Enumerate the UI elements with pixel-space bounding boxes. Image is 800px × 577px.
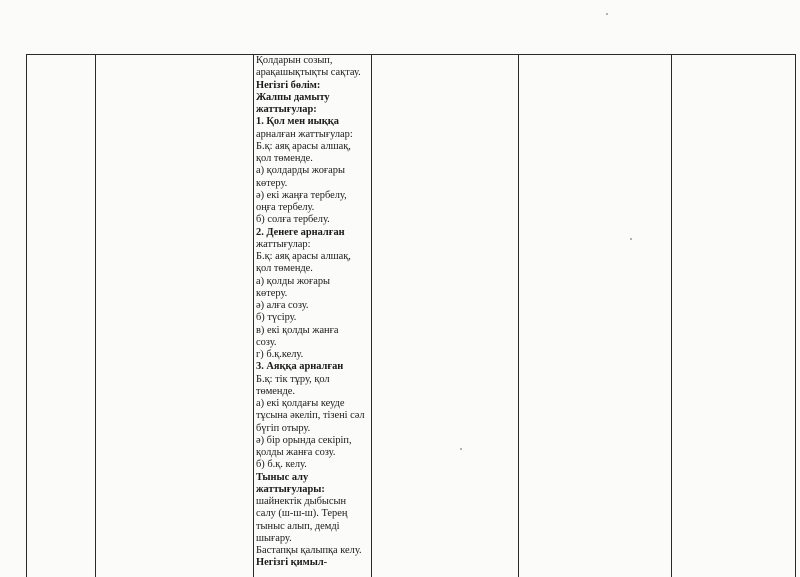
cell-text-line: 3. Аяққа арналған <box>256 361 344 373</box>
table-column-border <box>371 54 372 577</box>
cell-text-line: салу (ш-ш-ш). Терең <box>256 508 348 520</box>
scan-speck <box>606 13 608 15</box>
cell-text-line: созу. <box>256 336 277 348</box>
lesson-content-cell <box>256 55 370 570</box>
cell-text-line: а) қолдарды жоғары <box>256 165 345 177</box>
cell-text-line: Тыныс алу <box>256 471 309 483</box>
table-column-border <box>26 54 27 577</box>
table-column-border <box>671 54 672 577</box>
scan-speck <box>630 238 632 240</box>
cell-text-line: көтеру. <box>256 287 288 299</box>
cell-text-line: шығару. <box>256 532 292 544</box>
cell-text-line: 2. Денеге арналған <box>256 226 345 238</box>
cell-text-line: а) қолды жоғары <box>256 275 330 287</box>
cell-text-line: Б.қ: аяқ арасы алшақ, <box>256 140 351 152</box>
cell-text-line: қол төменде. <box>256 153 313 164</box>
cell-text-line: Жалпы дамыту <box>256 91 330 103</box>
table-column-border <box>795 54 796 577</box>
cell-text-line: қол төменде. <box>256 263 313 275</box>
cell-text-line: көтеру. <box>256 177 288 189</box>
cell-text-line: ә) алға созу. <box>256 300 309 311</box>
cell-text-line: в) екі қолды жанға <box>256 324 339 336</box>
cell-text-line: Б.қ: тік тұру, қол <box>256 373 330 385</box>
cell-text-line: тыныс алып, демді <box>256 520 340 532</box>
cell-text-line: Б.қ: аяқ арасы алшақ, <box>256 251 351 262</box>
cell-text-line: оңға тербелу. <box>256 202 315 213</box>
table-top-border <box>26 54 796 55</box>
cell-text-line: Негізгі бөлім: <box>256 79 321 91</box>
cell-text-line: арналған жаттығулар: <box>256 128 353 140</box>
table-column-border <box>518 54 519 577</box>
cell-text-line: шайнектік дыбысын <box>256 496 347 507</box>
cell-text-line: қолды жанға созу. <box>256 447 336 458</box>
cell-text-line: 1. Қол мен иыққа <box>256 116 339 128</box>
cell-text-line: төменде. <box>256 385 295 397</box>
cell-text-line: бүгіп отыру. <box>256 422 311 434</box>
cell-text-line: жаттығулары: <box>256 483 325 495</box>
cell-text-line: жаттығулар: <box>256 104 317 115</box>
cell-text-line: Қолдарын созып, <box>256 55 333 66</box>
scan-speck <box>460 448 462 450</box>
cell-text-line: Бастапқы қалыпқа келу. <box>256 545 362 556</box>
cell-text-line: г) б.қ.келу. <box>256 349 304 360</box>
table-column-border <box>253 54 254 577</box>
cell-text-line: жаттығулар: <box>256 238 311 250</box>
cell-text-line: Негізгі қимыл- <box>256 557 328 569</box>
cell-text-line: б) солға тербелу. <box>256 214 330 226</box>
cell-text-line: ә) екі жаңға тербелу, <box>256 189 347 201</box>
cell-text-line: а) екі қолдағы кеуде <box>256 398 345 409</box>
cell-text-line: б) б.қ. келу. <box>256 459 307 471</box>
table-column-border <box>95 54 96 577</box>
cell-text-line: ә) бір орында секіріп, <box>256 434 352 446</box>
cell-text-line: б) түсіру. <box>256 312 297 324</box>
cell-text-line: арақашықтықты сақтау. <box>256 67 361 79</box>
cell-text-line: тұсына әкеліп, тізені сәл <box>256 410 365 422</box>
